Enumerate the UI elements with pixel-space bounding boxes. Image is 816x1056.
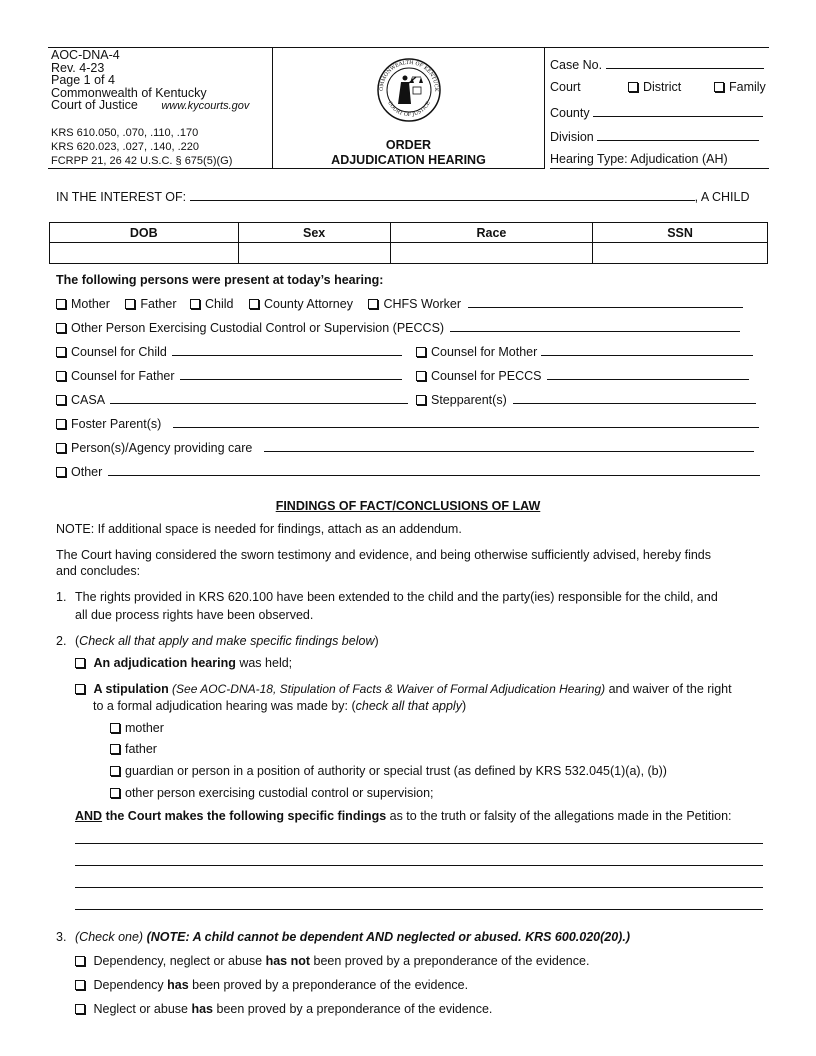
counsel-peccs-input[interactable] (547, 367, 749, 380)
checkbox-icon[interactable] (75, 1004, 85, 1014)
stepparents-checkbox[interactable] (416, 391, 756, 407)
interest-of-field[interactable] (56, 188, 749, 204)
casa-label: CASA (71, 393, 105, 407)
court-of-justice-text: Court of Justice (51, 98, 138, 112)
county-attorney-label: County Attorney (264, 297, 353, 311)
sex-header: Sex (238, 223, 390, 243)
counsel-father-label: Counsel for Father (71, 369, 175, 383)
stip-guardian-label: guardian or person in a position of authority or special trust (as defined by KRS 532.045(1)(a), (b)) (125, 764, 667, 778)
child-name-input[interactable] (190, 188, 695, 201)
title-order: ORDER (385, 138, 432, 152)
header-bottom-rule-left (48, 168, 545, 169)
checkbox-icon[interactable] (75, 956, 85, 966)
counsel-mother-label: Counsel for Mother (431, 345, 538, 359)
and-bold: the Court makes the following specific findings (102, 809, 387, 823)
checkbox-icon[interactable] (56, 443, 66, 453)
present-row-peccs (56, 319, 740, 335)
neglect-proved-checkbox[interactable] (75, 1002, 492, 1016)
ssn-cell[interactable] (593, 243, 768, 264)
stepparents-input[interactable] (513, 391, 756, 404)
hearing-type: Hearing Type: Adjudication (AH) (550, 152, 769, 169)
fcrpp-ref: FCRPP 21, 26 42 U.S.C. § 675(5)(G) (51, 155, 233, 167)
checkbox-icon[interactable] (56, 347, 66, 357)
findings-line-1[interactable] (75, 843, 763, 844)
findings-heading: FINDINGS OF FACT/CONCLUSIONS OF LAW (275, 499, 541, 513)
district-label: District (643, 80, 682, 94)
county-input[interactable] (593, 104, 763, 117)
item-2-open-paren: ( (75, 634, 80, 648)
checkbox-icon[interactable] (75, 658, 85, 668)
counsel-father-input[interactable] (180, 367, 402, 380)
checkbox-icon[interactable] (714, 82, 724, 92)
checkbox-icon[interactable] (110, 788, 120, 798)
present-row-casa (56, 391, 507, 407)
header-top-rule (48, 47, 769, 48)
neglect-proved-a: Neglect or abuse (93, 1002, 192, 1016)
case-no-field[interactable] (550, 56, 764, 72)
checkbox-icon[interactable] (628, 82, 638, 92)
chfs-worker-label: CHFS Worker (383, 297, 461, 311)
division-input[interactable] (597, 128, 759, 141)
other-input[interactable] (108, 463, 760, 476)
division-field[interactable] (550, 128, 759, 144)
specific-findings-instruction (75, 809, 732, 823)
dependency-proved-b: has (167, 978, 189, 992)
neglect-proved-b: has (191, 1002, 214, 1016)
counsel-child-label: Counsel for Child (71, 345, 167, 359)
dependency-proved-a: Dependency (93, 978, 168, 992)
dependency-proved-checkbox[interactable] (75, 978, 468, 992)
adjudication-held-checkbox[interactable] (75, 656, 292, 670)
present-row-agency (56, 439, 754, 455)
checkbox-icon[interactable] (56, 323, 66, 333)
stip-other-checkbox[interactable] (110, 786, 434, 800)
item-2-number: 2. (56, 634, 67, 648)
counsel-peccs-checkbox[interactable] (416, 367, 749, 383)
agency-label: Person(s)/Agency providing care (71, 441, 253, 455)
krs-ref-2: KRS 620.023, .027, .140, .220 (51, 141, 200, 153)
present-row-other (56, 463, 760, 479)
family-label: Family (729, 80, 766, 94)
checkbox-icon[interactable] (56, 299, 66, 309)
chfs-worker-checkbox[interactable] (368, 297, 461, 311)
checkbox-icon[interactable] (75, 684, 85, 694)
table-header-row (50, 223, 768, 243)
item-3-number: 3. (56, 930, 67, 944)
findings-line-3[interactable] (75, 887, 763, 888)
district-checkbox[interactable] (628, 80, 681, 94)
commonwealth-label: Commonwealth of Kentucky (51, 85, 207, 100)
item-1-text-a: The rights provided in KRS 620.100 have been extended to the child and the party(ies) responsible for the child, and (75, 590, 718, 604)
findings-intro-1: The Court having considered the sworn testimony and evidence, and being otherwise sufficiently advised, hereby finds (56, 548, 712, 562)
page-number: Page 1 of 4 (51, 73, 115, 87)
checkbox-icon[interactable] (416, 395, 426, 405)
checkbox-icon[interactable] (190, 299, 200, 309)
item-1-number: 1. (56, 590, 67, 604)
peccs-label: Other Person Exercising Custodial Control or Supervision (PECCS) (71, 321, 445, 335)
family-checkbox[interactable] (714, 80, 766, 94)
mother-checkbox[interactable] (56, 297, 110, 311)
header-divider-right (544, 47, 545, 168)
checkbox-icon[interactable] (416, 347, 426, 357)
peccs-input[interactable] (450, 319, 740, 332)
stipulation-line-2 (93, 699, 466, 713)
agency-input[interactable] (264, 439, 754, 452)
foster-label: Foster Parent(s) (71, 417, 162, 431)
not-proved-b: has not (265, 954, 311, 968)
stipulation-line2-italic: check all that apply (355, 699, 462, 713)
checkbox-icon[interactable] (249, 299, 259, 309)
stip-mother-checkbox[interactable] (110, 721, 164, 735)
other-label: Other (71, 465, 103, 479)
findings-line-4[interactable] (75, 909, 763, 910)
website-link[interactable]: www.kycourts.gov (161, 100, 250, 112)
checkbox-icon[interactable] (416, 371, 426, 381)
findings-note: NOTE: If additional space is needed for findings, attach as an addendum. (56, 522, 462, 536)
item-3-bold: (NOTE: A child cannot be dependent AND neglected or abused. KRS 600.020(20).) (143, 930, 630, 944)
item-3-instruction (75, 930, 630, 944)
item-1-text-b: all due process rights have been observed. (75, 608, 314, 622)
page-title (273, 138, 544, 168)
form-rev: Rev. 4-23 (51, 60, 105, 75)
table-row (50, 243, 768, 264)
chfs-worker-input[interactable] (468, 295, 743, 308)
child-info-table (49, 222, 768, 264)
title-adjudication: ADJUDICATION HEARING (331, 153, 486, 167)
present-row-counsel-1 (56, 343, 538, 359)
counsel-father-checkbox[interactable] (56, 369, 175, 383)
foster-checkbox[interactable] (56, 417, 161, 431)
stip-other-label: other person exercising custodial control or supervision; (125, 786, 434, 800)
stipulation-line2-b: ) (461, 699, 467, 713)
dob-cell[interactable] (50, 243, 239, 264)
case-no-input[interactable] (606, 56, 764, 69)
a-child-label: , A CHILD (694, 190, 750, 204)
checkbox-icon[interactable] (56, 419, 66, 429)
not-proved-checkbox[interactable] (75, 954, 589, 968)
county-attorney-checkbox[interactable] (249, 297, 353, 311)
krs-ref-1: KRS 610.050, .070, .110, .170 (51, 127, 199, 139)
not-proved-c: been proved by a preponderance of the evidence. (310, 954, 590, 968)
child-label: Child (205, 297, 234, 311)
interest-of-label: IN THE INTEREST OF: (56, 190, 187, 204)
court-seal-icon (376, 57, 442, 126)
stipulation-checkbox[interactable] (75, 682, 732, 696)
other-checkbox[interactable] (56, 465, 102, 479)
foster-input[interactable] (173, 415, 759, 428)
neglect-proved-c: been proved by a preponderance of the evidence. (213, 1002, 493, 1016)
item-2-close-paren: ) (374, 634, 379, 648)
counsel-mother-checkbox[interactable] (416, 343, 753, 359)
court-label: Court (550, 80, 581, 94)
and-rest: as to the truth or falsity of the allegations made in the Petition: (386, 809, 732, 823)
stipulation-line2-a: to a formal adjudication hearing was made by: ( (93, 699, 356, 713)
child-checkbox[interactable] (190, 297, 234, 311)
form-identification (51, 49, 249, 113)
form-id: AOC-DNA-4 (51, 48, 120, 62)
stipulation-bold: A stipulation (93, 682, 169, 696)
present-row-counsel-2 (56, 367, 542, 383)
stipulation-italic: (See AOC-DNA-18, Stipulation of Facts & Waiver of Formal Adjudication Hearing) (168, 682, 606, 696)
peccs-checkbox[interactable] (56, 321, 444, 335)
court-type-field (550, 80, 770, 94)
ssn-header: SSN (593, 223, 768, 243)
counsel-mother-input[interactable] (541, 343, 753, 356)
stepparents-label: Stepparent(s) (431, 393, 507, 407)
present-row-foster (56, 415, 759, 431)
division-label: Division (550, 130, 594, 144)
seal-text-bottom: COURT OF JUSTICE (386, 100, 432, 119)
agency-checkbox[interactable] (56, 441, 252, 455)
statute-references (51, 126, 232, 168)
checkbox-icon[interactable] (75, 980, 85, 990)
counsel-child-checkbox[interactable] (56, 345, 167, 359)
counsel-child-input[interactable] (172, 343, 402, 356)
checkbox-icon[interactable] (56, 395, 66, 405)
present-heading: The following persons were present at today’s hearing: (56, 273, 384, 287)
stip-guardian-checkbox[interactable] (110, 764, 667, 778)
item-2-italic: Check all that apply and make specific findings below (79, 634, 375, 648)
checkbox-icon[interactable] (125, 299, 135, 309)
casa-checkbox[interactable] (56, 393, 104, 407)
court-of-justice-label (51, 99, 249, 113)
adjudication-rest: was held; (235, 656, 293, 670)
not-proved-a: Dependency, neglect or abuse (93, 954, 266, 968)
stip-father-label: father (125, 742, 157, 756)
casa-input[interactable] (110, 391, 408, 404)
race-cell[interactable] (390, 243, 592, 264)
item-2-instruction (75, 634, 379, 648)
checkbox-icon[interactable] (110, 766, 120, 776)
item-3-italic: (Check one) (75, 930, 144, 944)
county-label: County (550, 106, 590, 120)
father-checkbox[interactable] (125, 297, 176, 311)
dependency-proved-c: been proved by a preponderance of the evidence. (188, 978, 469, 992)
checkbox-icon[interactable] (110, 723, 120, 733)
counsel-peccs-label: Counsel for PECCS (431, 369, 542, 383)
mother-label: Mother (71, 297, 110, 311)
seal-text-top: OMMONWEALTH OF KENTUCK (378, 59, 440, 92)
race-header: Race (390, 223, 592, 243)
father-label: Father (140, 297, 177, 311)
findings-line-2[interactable] (75, 865, 763, 866)
findings-intro-2: and concludes: (56, 564, 141, 578)
dob-header: DOB (50, 223, 239, 243)
county-field[interactable] (550, 104, 763, 120)
checkbox-icon[interactable] (56, 467, 66, 477)
checkbox-icon[interactable] (56, 371, 66, 381)
stipulation-rest: and waiver of the right (605, 682, 732, 696)
checkbox-icon[interactable] (110, 744, 120, 754)
checkbox-icon[interactable] (368, 299, 378, 309)
sex-cell[interactable] (238, 243, 390, 264)
stip-mother-label: mother (125, 721, 164, 735)
present-row-1 (56, 295, 743, 311)
adjudication-bold: An adjudication hearing (93, 656, 236, 670)
stip-father-checkbox[interactable] (110, 742, 157, 756)
case-no-label: Case No. (550, 58, 603, 72)
and-word: AND (75, 809, 103, 823)
